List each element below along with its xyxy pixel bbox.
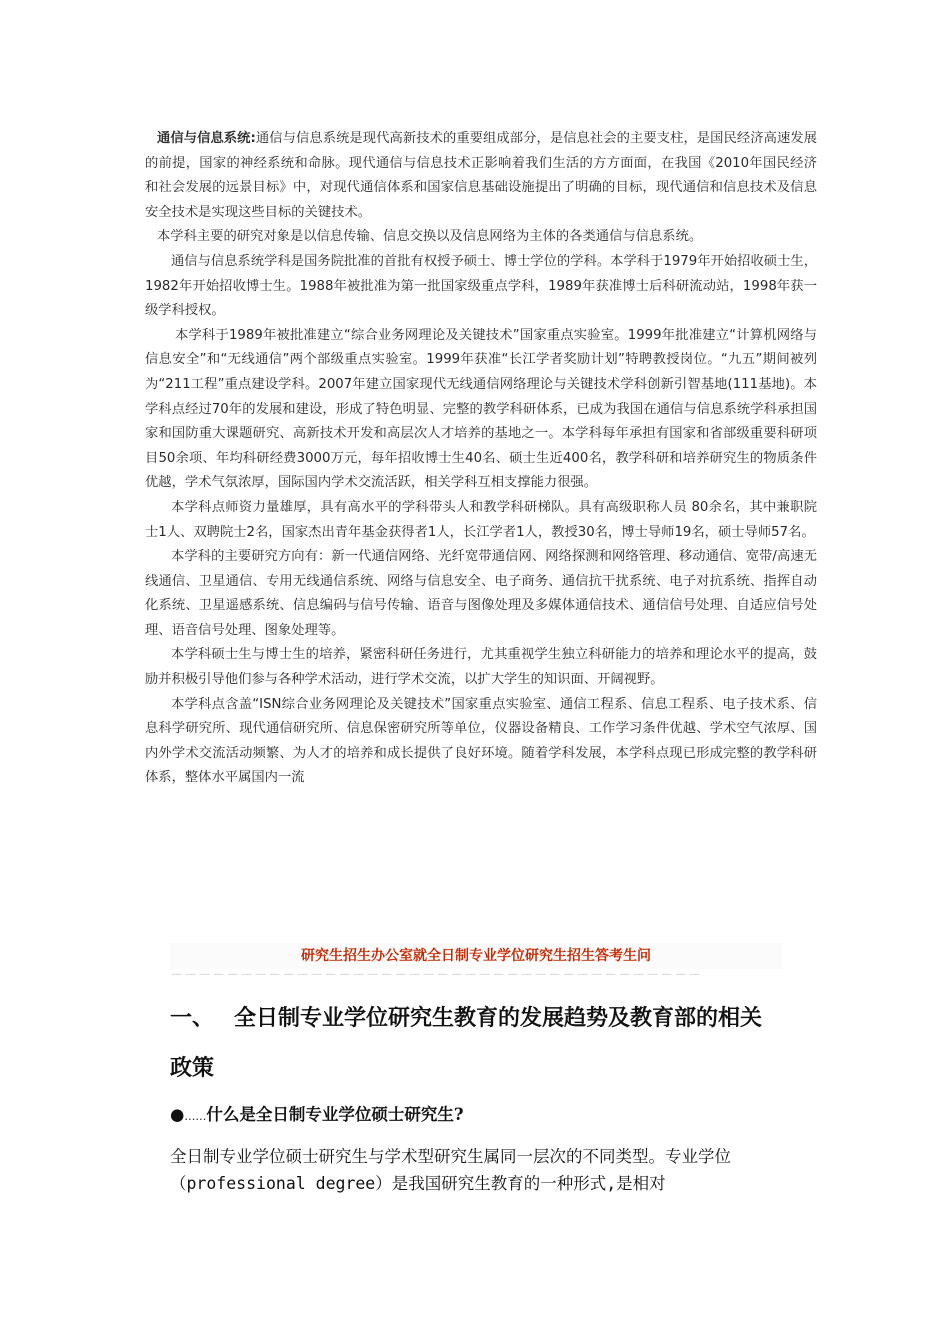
intro-paragraph-4: 本学科于1989年被批准建立“综合业务网理论及关键技术”国家重点实验室。1999年批准建立“计算机网络与信息安全”和“无线通信”两个部级重点实验室。1999年获准“长江学者奖励计划”特聘教授岗位。“九五”期间被列为“211工程”重点建设学科。2007年建立国家现代无线通信网络理论与关键技术学科创新引智基地(111基地)。本学科点经过70年的发展和建设，形成了特色明显、完整的教学科研体系，已成为我国在通信与信息系统学科承担国家和国防重大课题研究、高新技术开发和高层次人才培养的基地之一。本学科每年承担有国家和省部级重要科研项目50余项、年均科研经费3000万元，每年招收博士生40名、硕士生近400名，教学科研和培养研究生的物质条件优越，学术气氛浓厚，国际国内学术交流活跃，相关学科互相支撑能力很强。 [145,327,817,491]
discipline-intro [145,127,817,791]
intro-paragraph-7: 本学科硕士生与博士生的培养，紧密科研任务进行，尤其重视学生独立科研能力的培养和理论水平的提高，鼓励并积极引导他们参与各种学术活动，进行学术交流，以扩大学生的知识面、开阔视野。 [145,647,817,688]
intro-paragraph-1 [145,127,817,225]
intro-paragraph-5: 本学科点师资力量雄厚，具有高水平的学科带头人和教学科研梯队。具有高级职称人员 80余名，其中兼职院士1人、双聘院士2名，国家杰出青年基金获得者1人，长江学者1人，教授30名，博士导师19名，硕士导师57名。 [145,499,817,540]
question-text: 什么是全日制专业学位硕士研究生? [206,1105,464,1124]
bullet-icon: ● [170,1105,185,1124]
intro-paragraph-2: 本学科主要的研究对象是以信息传输、信息交换以及信息网络为主体的各类通信与信息系统。 [157,229,703,245]
section-heading [170,993,782,1093]
section-heading-number: 一、 [170,1005,215,1031]
intro-paragraph-3: 通信与信息系统学科是国务院批准的首批有权授予硕士、博士学位的学科。本学科于1979年开始招收硕士生，1982年开始招收博士生。1988年被批准为第一批国家级重点学科，1989年获准博士后科研流动站，1998年获一级学科授权。 [145,253,817,319]
section-heading-text: 全日制专业学位研究生教育的发展趋势及教育部的相关政策 [170,1005,763,1081]
leader-dots: …… [184,1110,207,1123]
answer-text: 全日制专业学位硕士研究生与学术型研究生属同一层次的不同类型。专业学位（professional degree）是我国研究生教育的一种形式,是相对 [170,1147,731,1193]
qa-banner-title: 研究生招生办公室就全日制专业学位研究生招生答考生问 [170,943,782,969]
intro-paragraph-8: 本学科点含盖“ISN综合业务网理论及关键技术”国家重点实验室、通信工程系、信息工程系、电子技术系、信息科学研究所、现代通信研究所、信息保密研究所等单位，仪器设备精良、工作学习条件优越、学术空气浓厚、国内外学术交流活动频繁、为人才的培养和成长提供了良好环境。随着学科发展，本学科点现已形成完整的教学科研体系，整体水平属国内一流 [145,696,817,786]
intro-paragraph-6: 本学科的主要研究方向有：新一代通信网络、光纤宽带通信网、网络探测和网络管理、移动通信、宽带/高速无线通信、卫星通信、专用无线通信系统、网络与信息安全、电子商务、通信抗干扰系统、电子对抗系统、指挥自动化系统、卫星遥感系统、信息编码与信号传输、语音与图像处理及多媒体通信技术、通信信号处理、自适应信号处理、语音信号处理、图象处理等。 [145,549,817,638]
question-heading [170,1099,782,1133]
intro-paragraph-1-text: 通信与信息系统是现代高新技术的重要组成部分，是信息社会的主要支柱，是国民经济高速发展的前提，国家的神经系统和命脉。现代通信与信息技术正影响着我们生活的方方面面，在我国《2010年国民经济和社会发展的远景目标》中，对现代通信体系和国家信息基础设施提出了明确的目标，现代通信和信息技术及信息安全技术是实现这些目标的关键技术。 [145,131,817,220]
discipline-name-label: 通信与信息系统: [157,131,256,146]
admission-qa [170,943,782,1197]
dashed-divider: －－－－－－－－－－－－－－－－－－－－－－－－－－－－－－－－－－－－－－ [170,969,703,983]
